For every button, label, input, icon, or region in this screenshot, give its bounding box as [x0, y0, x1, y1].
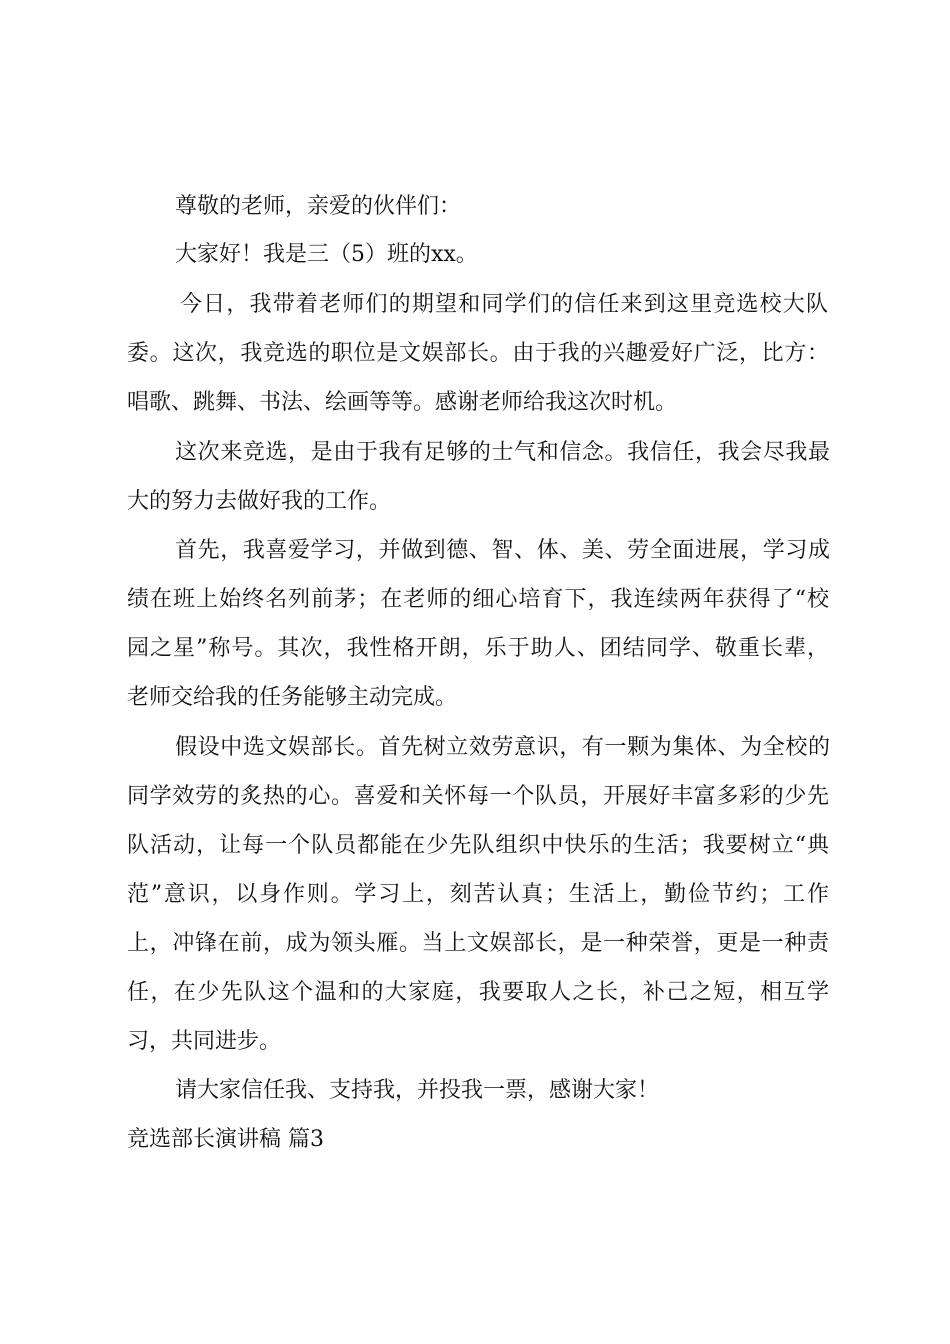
- para4-line7: 习，共同进步。: [127, 1029, 282, 1054]
- closing-line: 请大家信任我、支持我，并投我一票，感谢大家！: [175, 1078, 660, 1103]
- para4-line4: 范”意识，以身作则。学习上，刻苦认真；生活上，勤俭节约；工作: [127, 882, 829, 907]
- greeting: 大家好！我是三（5）班的xx。: [175, 242, 478, 267]
- para3-line4: 老师交给我的任务能够主动完成。: [127, 685, 458, 710]
- para4-line2: 同学效劳的炙热的心。喜爱和关怀每一个队员，开展好丰富多彩的少先: [127, 784, 829, 809]
- para1-line2: 委。这次，我竞选的职位是文娱部长。由于我的兴趣爱好广泛，比方：: [127, 341, 829, 366]
- para4-line3: 队活动，让每一个队员都能在少先队组织中快乐的生活；我要树立“典: [127, 833, 829, 858]
- para2-line2: 大的努力去做好我的工作。: [127, 489, 392, 514]
- salutation: 尊敬的老师，亲爱的伙伴们：: [175, 194, 462, 219]
- para3-line2: 绩在班上始终名列前茅；在老师的细心培育下，我连续两年获得了“校: [127, 587, 829, 612]
- para4-line5: 上，冲锋在前，成为领头雁。当上文娱部长，是一种荣誉，更是一种责: [127, 931, 829, 956]
- para3-line3: 园之星”称号。其次，我性格开朗，乐于助人、团结同学、敬重长辈，: [127, 636, 829, 661]
- para2-line1: 这次来竞选，是由于我有足够的士气和信念。我信任，我会尽我最: [175, 440, 830, 465]
- para4-line6: 任，在少先队这个温和的大家庭，我要取人之长，补己之短，相互学: [127, 980, 829, 1005]
- next-section-heading: 竞选部长演讲稿 篇3: [127, 1127, 324, 1152]
- para1-line1: 今日，我带着老师们的期望和同学们的信任来到这里竞选校大队: [180, 292, 828, 317]
- para3-line1: 首先，我喜爱学习，并做到德、智、体、美、劳全面进展，学习成: [175, 538, 830, 563]
- para4-line1: 假设中选文娱部长。首先树立效劳意识，有一颗为集体、为全校的: [175, 735, 830, 760]
- para1-line3: 唱歌、跳舞、书法、绘画等等。感谢老师给我这次时机。: [127, 390, 678, 415]
